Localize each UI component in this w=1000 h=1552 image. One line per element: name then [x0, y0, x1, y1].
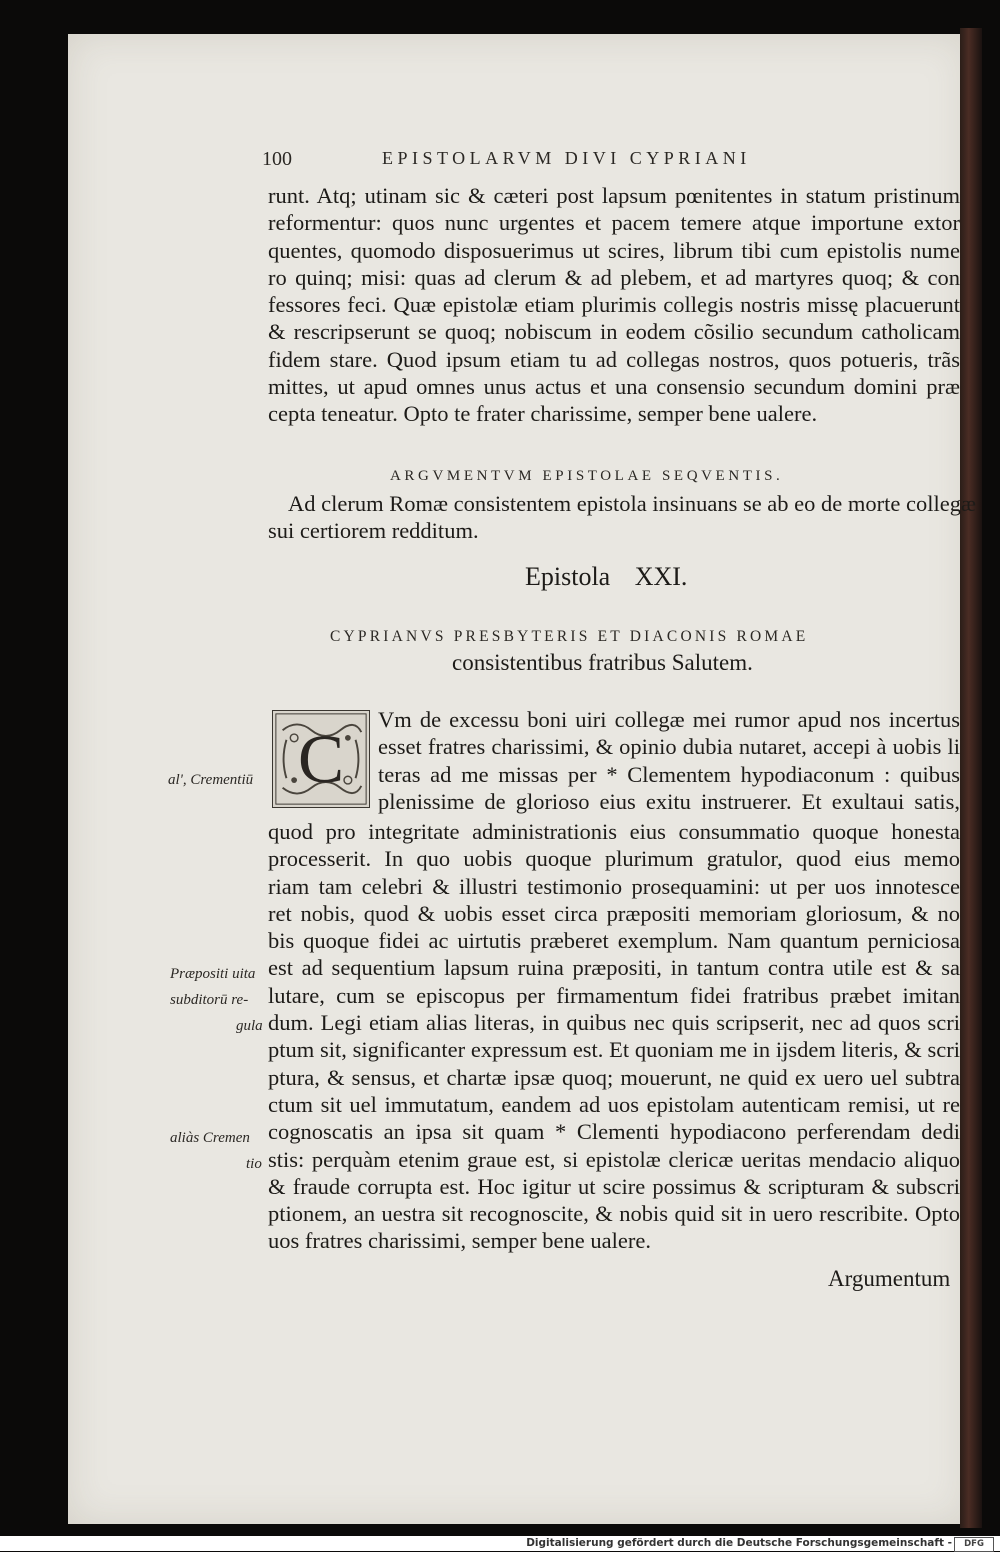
text-line: teras ad me missas per * Clementem hypodiaconum : quibus: [378, 761, 960, 787]
text-line: runt. Atq; utinam sic & cæteri post lapsum pœnitentes in statum pristinum: [268, 183, 960, 208]
salutation-line-2: consistentibus fratribus Salutem.: [452, 650, 753, 675]
text-line: stis: perquàm etenim graue est, si epistolæ clericæ ueritas mendacio aliquo: [268, 1146, 960, 1172]
text-line: ptum sit, significanter expressum est. Et quoniam me in ijsdem literis, & scri: [268, 1037, 960, 1063]
page-header: [262, 148, 962, 178]
text-line: bis quoque fidei ac uirtutis præberet exemplum. Nam quantum perniciosa: [268, 928, 960, 954]
margin-note: al', Crementiū: [168, 772, 254, 788]
page-number: 100: [262, 148, 292, 170]
decorated-initial-c: [272, 710, 370, 808]
initial-letter: C: [297, 720, 345, 798]
text-line: processerit. In quo uobis quoque plurimum gratulor, quod eius memo: [268, 846, 960, 872]
salutation-line-1: CYPRIANVS PRESBYTERIS ET DIACONIS ROMAE: [330, 628, 809, 645]
text-line: & fraude corrupta est. Hoc igitur ut scire possimus & scripturam & subscri: [268, 1173, 960, 1199]
ornament-icon: [273, 711, 369, 807]
argument-heading: ARGVMENTVM EPISTOLAE SEQVENTIS.: [390, 468, 784, 484]
text-line: fidem stare. Quod ipsum etiam tu ad collegas nostros, quos potueris, trãs: [268, 346, 960, 372]
text-line: mittes, ut apud omnes unus actus et una consensio secundum domini præ: [268, 374, 960, 400]
footer-bar: [0, 1536, 1000, 1551]
text-line: Ad clerum Romæ consistentem epistola insinuans se ab eo de morte collegæ: [288, 491, 976, 516]
running-title: EPISTOLARVM DIVI CYPRIANI: [382, 148, 751, 168]
dfg-logo: DFG: [954, 1537, 994, 1552]
text-block-previous-letter: [268, 182, 960, 428]
text-line: & rescripserunt se quoq; nobiscum in eodem cõsilio secundum catholicam: [268, 319, 960, 345]
margin-note: tio: [246, 1156, 262, 1172]
margin-note: subditorū re-: [170, 992, 249, 1008]
margin-note: Præpositi uita: [170, 966, 256, 982]
text-line: est ad sequentium lapsum ruina præpositi, in tantum contra utile est & sa: [268, 955, 960, 981]
margin-note: aliàs Cremen: [170, 1130, 250, 1146]
text-line: ctum sit uel immutatum, eandem ad uos epistolam autenticam remisi, ut re: [268, 1091, 960, 1117]
text-line: quentes, quomodo disposuerimus ut scires, librum tibi cum epistolis nume: [268, 237, 960, 263]
text-line: quod pro integritate administrationis eius consummatio quoque honesta: [268, 819, 960, 844]
text-line: ro quinq; misi: quas ad clerum & ad plebem, et ad martyres quoq; & con: [268, 264, 960, 290]
catchword: Argumentum: [828, 1266, 951, 1291]
text-line: dum. Legi etiam alias literas, in quibus nec quis scripserit, nec ad quos scri: [268, 1010, 960, 1036]
text-line: sui certiorem redditum.: [268, 518, 479, 544]
text-line: ptura, & sensus, et chartæ ipsæ quoq; mouerunt, ne quid ex uero uel subtra: [268, 1064, 960, 1090]
text-line: Vm de excessu boni uiri collegæ mei rumor apud nos incertus: [378, 707, 960, 732]
text-line: cognoscatis an ipsa sit quam * Clementi hypodiacono perferendam dedi: [268, 1119, 960, 1145]
text-line: ret nobis, quod & uobis esset circa præpositi memoriam gloriosum, & no: [268, 900, 960, 926]
epistola-title: Epistola XXI.: [525, 562, 688, 591]
text-line: fessores feci. Quæ epistolæ etiam plurimis collegis nostris missę placuerunt: [268, 292, 960, 318]
text-line: ptionem, an uestra sit recognoscite, & nobis quid sit in uero rescribite. Opto: [268, 1201, 960, 1227]
text-line: uos fratres charissimi, semper bene ualere.: [268, 1228, 651, 1254]
text-block-letter-opening: [378, 706, 960, 815]
text-line: plenissime de glorioso eius exitu instruerer. Et exultaui satis,: [378, 788, 960, 814]
text-line: lutare, cum se episcopus per firmamentum fidei fratribus præbet imitan: [268, 982, 960, 1008]
footer-credit: Digitalisierung gefördert durch die Deutsche Forschungsgemeinschaft -: [526, 1537, 952, 1549]
text-block-letter-body: [268, 818, 960, 1255]
text-line: esset fratres charissimi, & opinio dubia nutaret, accepi à uobis li: [378, 734, 960, 760]
text-line: reformentur: quos nunc urgentes et pacem temere atque importune extor: [268, 210, 960, 236]
text-line: riam tam celebri & illustri testimonio prosequamini: ut per uos innotesce: [268, 873, 960, 899]
margin-note: gula: [236, 1018, 263, 1034]
book-page-edge: [960, 28, 982, 1528]
argument-text: [268, 490, 976, 545]
text-line: cepta teneatur. Opto te frater charissime, semper bene ualere.: [268, 401, 818, 427]
